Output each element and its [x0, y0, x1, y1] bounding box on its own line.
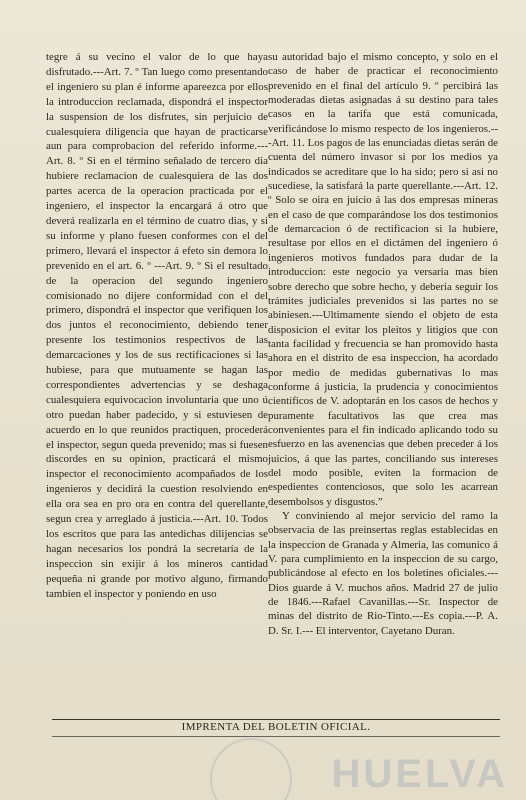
watermark-seal-icon	[210, 738, 292, 800]
printer-imprint: IMPRENTA DEL BOLETIN OFICIAL.	[181, 721, 371, 733]
right-column	[268, 50, 498, 638]
left-column	[46, 50, 268, 602]
footer-top-rule	[52, 719, 500, 720]
right-column-paragraph-1: su autoridad bajo el mismo concepto, y solo en el caso de haber de practicar el reconocimiento prevenido en el final del artículo 9. º percibirá las moderadas dietas asignadas á su destino para tales casos en la tarifa que está comunicada, verificándose lo mismo respecto de los ingenieros.---Art. 11. Los pagos de las enunciadas dietas serán de cuenta del número invasor si por los medios ya indicados se acreditare que lo ha sido; pero si asi no sucediese, la satisfará la parte querellante.---Art. 12. º Solo se oira en juicio á las dos empresas mineras en el caso de que comparándose los dos testimonios de demarcacion ó de rectificacion si la hubiere, resultase por ellos en el dictámen del ingeniero ó ingenieros motivos fundados para dudar de la introduccion: este negocio ya versaria mas bien sobre derecho que sobre hecho, y deberia seguir los trámites judiciales prevenidos si las partes no se abiniesen.---Ultimamente siendo el objeto de esta disposicion el evitar los pleitos y litigios que con tanta facilidad y frecuencia se han promovido hasta ahora en el distrito de esa inspeccion, ha acordado por medio de medidas gubernativas lo mas conforme á justicia, la prudencia y conocimientos científicos de V. adoptarán en los casos de hechos y puramente facultativos las que crea mas convenientes para el fin indicado aplicando todo su esfuerzo en las avenencias que deben preceder á los juicios, á que las partes, conciliando sus intereses del modo posible, eviten la formacion de espedientes contenciosos, que solo les acarrean desembolsos y disgustos.”	[268, 51, 498, 508]
left-column-paragraph: tegre á su vecino el valor de lo que haya disfrutado.---Art. 7. º Tan luego como presentando el ingeniero su plan é informe apareezca por ellos la introduccion reclamada, dispondrá el inspector la suspension de los disfrutes, sin perjuicio de cualesquiera diligencia que hayan de practicarse aun para comprobacion del referido informe.---Art. 8. º Si en el término señalado de tercero dia hubiere reclamacion de cualesquiera de las dos partes acerca de la operacion practicada por el ingeniero, el inspector la encargará á otro que deverá realizarla en el término de cuatro dias, y si su informe y plano fuesen conformes con el del primero, llevará el inspector á efeto sin demora lo prevenido en el art. 6. º ---Art. 9. º Si el resultado de la operacion del segundo ingeniero comisionado no dijere conformidad con el del primero, dispondrá el inspector que verifiquen los dos juntos el reconocimiento, debiendo tener presente los testimonios respectivos de las demarcaciones y los de sus rectificaciones si las hubiese, para que mutuamente se hagan las correspondientes advertencias y se deshaga cualesquiera equivocacion involuntaria que uno ú otro puedan haber padecido, y si estuviesen de acuerdo en lo que reunidos practiquen, procederá el inspector, segun queda prevenido; mas si fuesen discordes en su opinion, practicará el mismo inspector el reconocimiento acompañados de los ingenieros y decidirá la cuestion resolviendo en ella ora sea en pro ora en contra del querellante, segun crea y arreglado á justicia.---Art. 10. Todos los escritos que para las antedichas dilijencias se hagan necesarios los pondrá la secretaría de la inspeccion sin exijir á los mineros cantidad pequeña ni grande por motivo alguno, firmando tambien el inspector y poniendo en uso	[46, 51, 268, 600]
right-column-paragraph-2: Y conviniendo al mejor servicio del ramo la observacia de las preinsertas reglas establecidas en la inspeccion de Granada y Almeria, las comunico á V. para cumplimiento en la inspeccion de su cargo, publicándose al efecto en los boletines oficiales.---Dios guarde á V. muchos años. Madrid 27 de julio de 1846.---Rafael Cavanillas.---Sr. Inspector de minas del distrito de Rio-Tinto.---Es copia.---P. A. D. Sr. I.--- El interventor, Cayetano Duran.	[268, 510, 498, 637]
archive-watermark: HUELVA	[331, 752, 508, 796]
footer-bottom-rule	[52, 736, 500, 737]
